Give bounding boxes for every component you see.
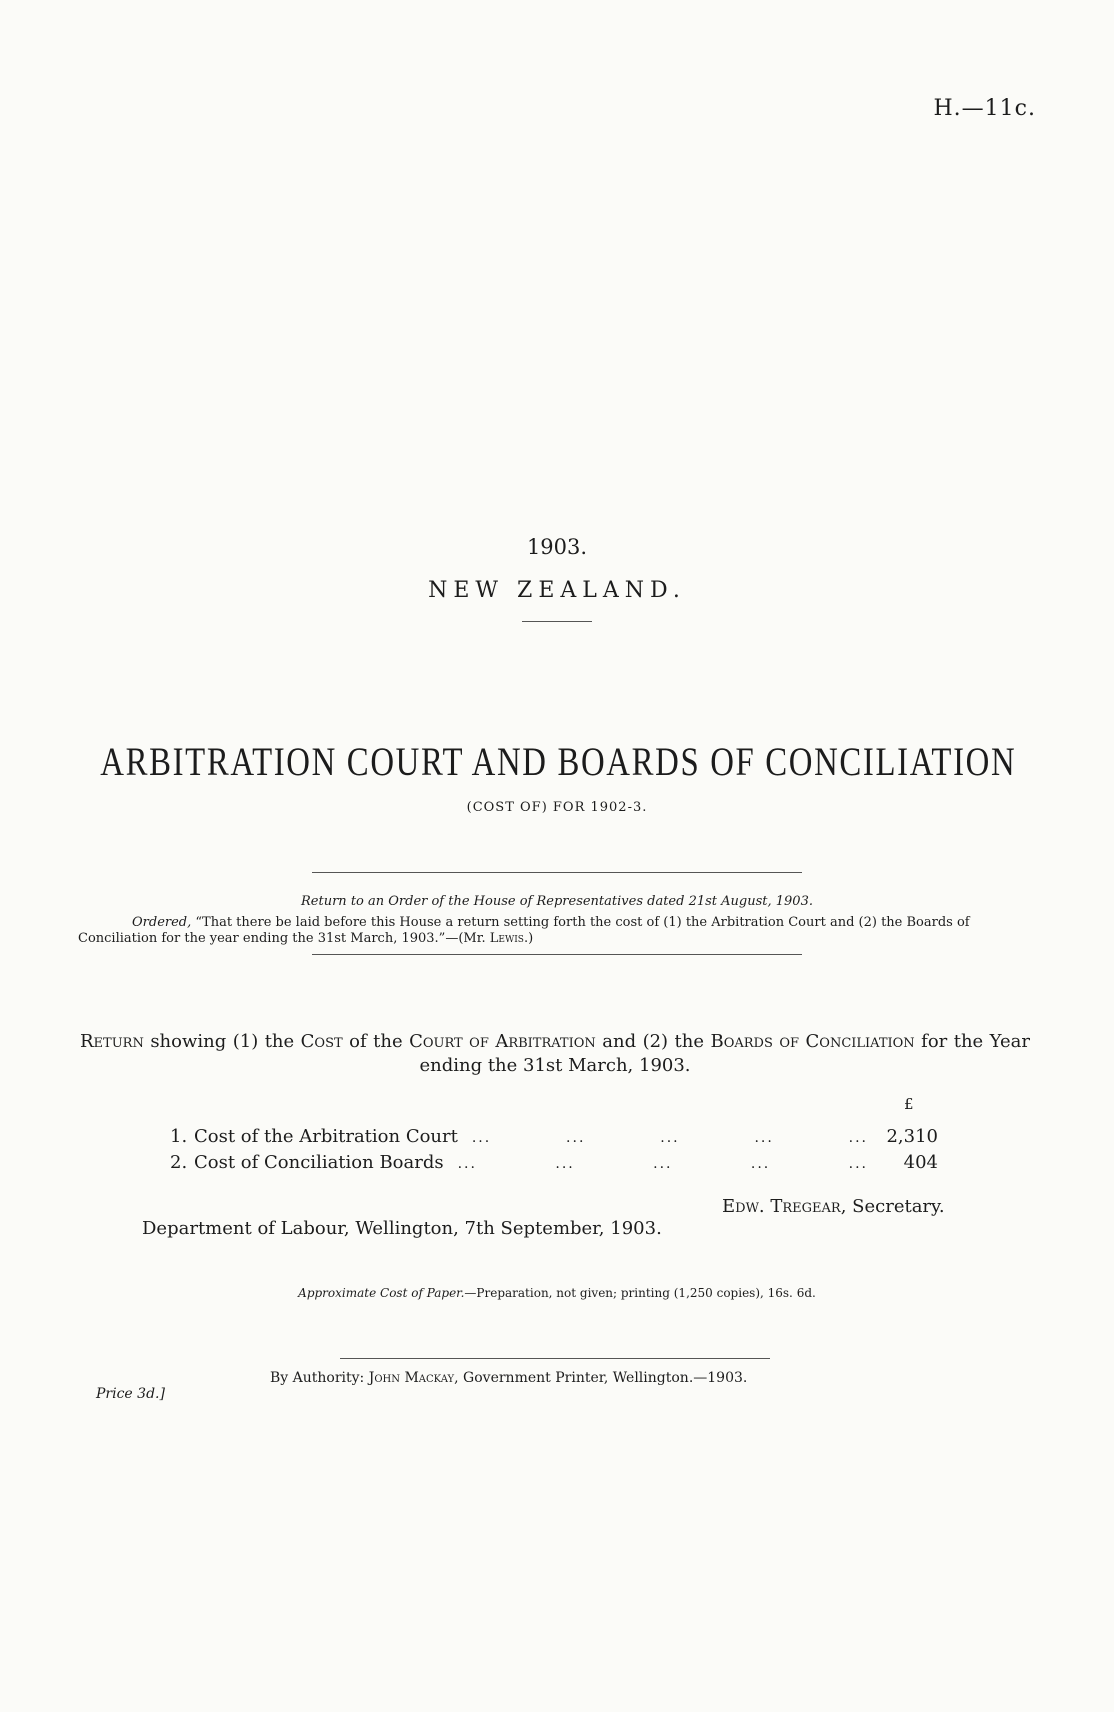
return-order-line: Return to an Order of the House of Representatives dated 21st August, 1903. — [301, 894, 813, 909]
authority-line — [270, 1370, 747, 1386]
heading-text-1: showing (1) the — [143, 1031, 301, 1052]
heading-text-3: and (2) the — [595, 1031, 711, 1052]
cost-item-row — [170, 1126, 938, 1147]
authority-suffix: , Government Printer, Wellington.—1903. — [454, 1370, 748, 1386]
price-label: Price 3d.] — [96, 1386, 165, 1402]
heading-text-2: of the — [342, 1031, 410, 1052]
document-year: 1903. — [526, 535, 588, 559]
paper-reference: H.—11c. — [933, 96, 1036, 121]
cost-item-row — [170, 1152, 938, 1173]
document-subtitle: (COST OF) FOR 1902-3. — [466, 800, 648, 815]
item-value: 2,310 — [886, 1126, 938, 1147]
signature-line — [722, 1196, 945, 1217]
heading-cost-word: Cost — [300, 1031, 343, 1052]
approx-cost-label: Approximate Cost of Paper. — [298, 1286, 465, 1300]
item-leader-dots: ... ... ... ... ... — [471, 1130, 868, 1146]
item-label: Cost of the Arbitration Court — [194, 1126, 458, 1147]
divider-footer — [340, 1358, 770, 1359]
item-number: 1. — [170, 1126, 188, 1147]
item-number: 2. — [170, 1152, 188, 1173]
document-title: ARBITRATION COURT AND BOARDS OF CONCILIATION — [100, 739, 1017, 784]
currency-header: £ — [904, 1095, 914, 1113]
approx-cost-line — [0, 1286, 1114, 1300]
printer-name: John Mackay — [368, 1370, 455, 1386]
heading-return-word: Return — [80, 1031, 144, 1052]
heading-boards-words: Boards of Conciliation — [710, 1031, 915, 1052]
return-heading — [80, 1030, 1030, 1078]
mover-name: Lewis — [489, 931, 524, 946]
ordered-closing: .) — [523, 931, 534, 946]
ordered-paragraph — [78, 915, 1030, 947]
item-label: Cost of Conciliation Boards — [194, 1152, 444, 1173]
signatory-name: Edw. Tregear — [722, 1196, 841, 1217]
authority-prefix: By Authority: — [270, 1370, 369, 1386]
divider-lower — [312, 954, 802, 955]
item-leader-dots: ... ... ... ... ... — [457, 1156, 868, 1172]
department-line: Department of Labour, Wellington, 7th September, 1903. — [142, 1218, 662, 1239]
item-value: 404 — [903, 1152, 938, 1173]
ordered-text: “That there be laid before this House a return setting forth the cost of (1) the Arbitration Court and (2) the Boards of Conciliation for the year ending the 31st March, 1903.”—(Mr. — [78, 915, 970, 946]
heading-court-words: Court of Arbitration — [409, 1031, 596, 1052]
divider-upper — [312, 872, 802, 873]
approx-cost-text: —Preparation, not given; printing (1,250 copies), 16s. 6d. — [464, 1286, 816, 1300]
ordered-word: Ordered, — [132, 915, 192, 930]
divider-short — [522, 621, 592, 622]
document-country: NEW ZEALAND. — [428, 578, 686, 603]
heading-text-4: for the Year ending the 31st March, 1903. — [419, 1031, 1030, 1076]
signatory-title: , Secretary. — [840, 1196, 945, 1217]
